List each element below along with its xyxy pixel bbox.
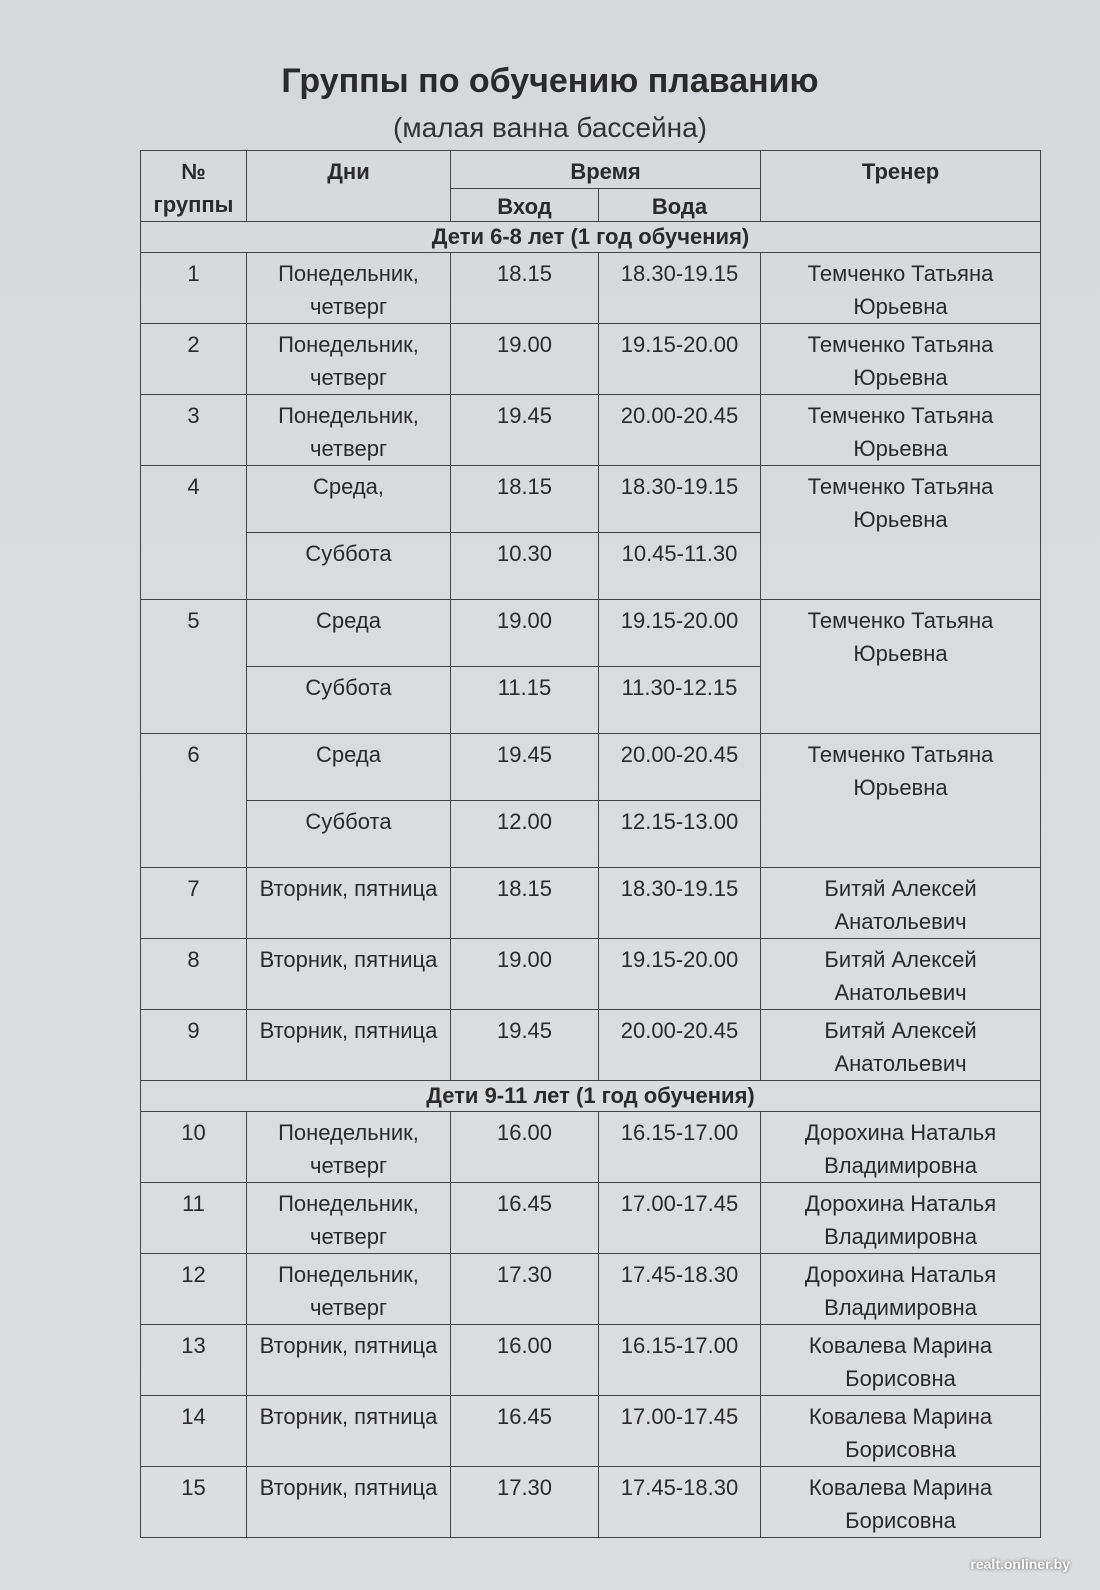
days-cell: Понедельник, четверг [247,1183,451,1254]
group-number: 8 [141,939,247,1010]
header-time: Время [451,151,761,189]
entry-time: 16.00 [451,1325,599,1396]
section-label: Дети 6-8 лет (1 год обучения) [141,222,1041,253]
header-entry: Вход [451,189,599,222]
trainer-name: Битяй Алексей Анатольевич [761,939,1041,1010]
entry-time: 19.45 [451,734,599,801]
days-cell: Вторник, пятница [247,1325,451,1396]
table-row [141,324,1041,395]
group-number: 11 [141,1183,247,1254]
group-number: 7 [141,868,247,939]
entry-time: 18.15 [451,466,599,533]
trainer-name: Темченко Татьяна Юрьевна [761,466,1041,600]
water-time: 17.45-18.30 [599,1254,761,1325]
days-cell: Понедельник, четверг [247,1254,451,1325]
group-number: 3 [141,395,247,466]
water-time: 16.15-17.00 [599,1112,761,1183]
group-number: 9 [141,1010,247,1081]
days-cell: Вторник, пятница [247,1396,451,1467]
group-number: 6 [141,734,247,868]
trainer-name: Ковалева Марина Борисовна [761,1396,1041,1467]
entry-time: 11.15 [451,667,599,734]
group-number: 15 [141,1467,247,1538]
entry-time: 19.45 [451,395,599,466]
entry-time: 19.00 [451,939,599,1010]
group-number: 1 [141,253,247,324]
days-cell: Среда [247,734,451,801]
trainer-name: Дорохина Наталья Владимировна [761,1183,1041,1254]
days-cell: Вторник, пятница [247,1467,451,1538]
water-time: 20.00-20.45 [599,1010,761,1081]
water-time: 20.00-20.45 [599,734,761,801]
group-number: 2 [141,324,247,395]
group-number: 14 [141,1396,247,1467]
trainer-name: Темченко Татьяна Юрьевна [761,600,1041,734]
header-group: № группы [141,151,247,222]
table-row [141,1467,1041,1538]
entry-time: 19.45 [451,1010,599,1081]
trainer-name: Ковалева Марина Борисовна [761,1467,1041,1538]
days-cell: Вторник, пятница [247,1010,451,1081]
trainer-name: Темченко Татьяна Юрьевна [761,734,1041,868]
entry-time: 16.00 [451,1112,599,1183]
group-number: 12 [141,1254,247,1325]
table-row [141,1183,1041,1254]
page-subtitle: (малая ванна бассейна) [393,112,707,143]
entry-time: 12.00 [451,801,599,868]
trainer-name: Ковалева Марина Борисовна [761,1325,1041,1396]
header-trainer: Тренер [761,151,1041,222]
water-time: 19.15-20.00 [599,600,761,667]
days-cell: Среда [247,600,451,667]
entry-time: 19.00 [451,324,599,395]
table-row [141,1325,1041,1396]
group-number: 4 [141,466,247,600]
trainer-name: Дорохина Наталья Владимировна [761,1112,1041,1183]
days-cell: Вторник, пятница [247,939,451,1010]
entry-time: 17.30 [451,1254,599,1325]
table-row [141,939,1041,1010]
table-row [141,1010,1041,1081]
table-row [141,600,1041,667]
water-time: 18.30-19.15 [599,466,761,533]
table-row [141,1396,1041,1467]
table-row [141,466,1041,533]
table-row [141,734,1041,801]
entry-time: 19.00 [451,600,599,667]
watermark: realt.onliner.by [970,1556,1070,1572]
entry-time: 16.45 [451,1396,599,1467]
water-time: 17.00-17.45 [599,1396,761,1467]
water-time: 18.30-19.15 [599,253,761,324]
water-time: 11.30-12.15 [599,667,761,734]
section-row [141,1081,1041,1112]
entry-time: 18.15 [451,868,599,939]
table-row [141,868,1041,939]
trainer-name: Битяй Алексей Анатольевич [761,868,1041,939]
days-cell: Понедельник, четверг [247,253,451,324]
days-cell: Суббота [247,533,451,600]
trainer-name: Дорохина Наталья Владимировна [761,1254,1041,1325]
trainer-name: Темченко Татьяна Юрьевна [761,324,1041,395]
group-number: 5 [141,600,247,734]
days-cell: Понедельник, четверг [247,324,451,395]
days-cell: Среда, [247,466,451,533]
water-time: 19.15-20.00 [599,324,761,395]
schedule-table [140,150,1041,1538]
water-time: 20.00-20.45 [599,395,761,466]
water-time: 19.15-20.00 [599,939,761,1010]
trainer-name: Темченко Татьяна Юрьевна [761,253,1041,324]
entry-time: 18.15 [451,253,599,324]
water-time: 17.45-18.30 [599,1467,761,1538]
table-row [141,253,1041,324]
entry-time: 17.30 [451,1467,599,1538]
section-label: Дети 9-11 лет (1 год обучения) [141,1081,1041,1112]
table-row [141,1112,1041,1183]
entry-time: 16.45 [451,1183,599,1254]
trainer-name: Темченко Татьяна Юрьевна [761,395,1041,466]
water-time: 10.45-11.30 [599,533,761,600]
schedule-body [141,222,1041,1538]
water-time: 16.15-17.00 [599,1325,761,1396]
header-days: Дни [247,151,451,222]
days-cell: Суббота [247,801,451,868]
header-water: Вода [599,189,761,222]
water-time: 17.00-17.45 [599,1183,761,1254]
table-row [141,395,1041,466]
water-time: 12.15-13.00 [599,801,761,868]
page-title: Группы по обучению плаванию [281,62,819,100]
days-cell: Понедельник, четверг [247,1112,451,1183]
group-number: 13 [141,1325,247,1396]
table-row [141,1254,1041,1325]
days-cell: Понедельник, четверг [247,395,451,466]
water-time: 18.30-19.15 [599,868,761,939]
days-cell: Вторник, пятница [247,868,451,939]
entry-time: 10.30 [451,533,599,600]
days-cell: Суббота [247,667,451,734]
trainer-name: Битяй Алексей Анатольевич [761,1010,1041,1081]
section-row [141,222,1041,253]
group-number: 10 [141,1112,247,1183]
